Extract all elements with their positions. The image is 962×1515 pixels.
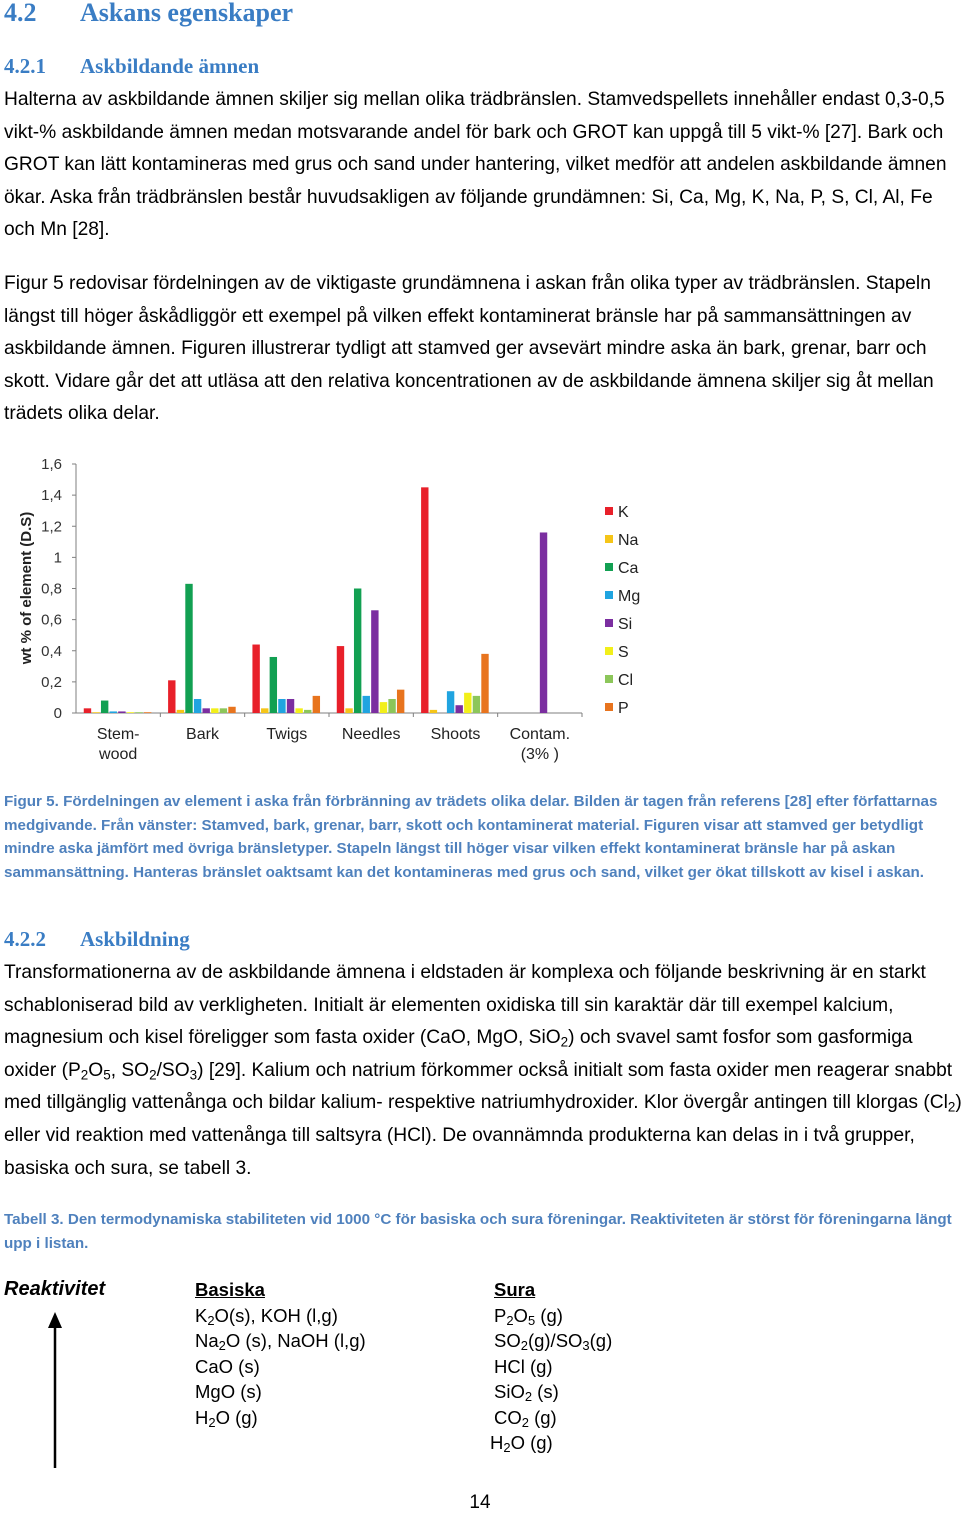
bar-s [380,702,387,713]
bar-k [421,487,428,713]
y-tick-label: 0,4 [41,642,62,660]
legend-swatch [605,703,613,711]
legend-label: P [618,700,629,717]
page-number: 14 [469,1492,491,1513]
bar-na [430,710,437,713]
subsection-number-1: 4.2.1 [4,54,46,78]
x-category-label: Stem- [96,726,140,743]
legend-label: Na [618,532,639,549]
acid-column [490,1277,613,1456]
legend-label: Mg [618,588,641,605]
bar-na [261,708,268,713]
bar-s [127,712,134,713]
basic-row: $K_2O(s)$, KOH (l,g) [195,1304,338,1328]
reactivity-arrow-icon [40,1310,70,1470]
bar-k [252,645,259,713]
bar-na [177,710,184,713]
basic-column [195,1277,366,1430]
paragraph-1: Halterna av askbildande ämnen skiljer sig mellan olika trädbränslen. Stamvedspellets innehåller endast 0,3-0,5 vikt-% askbildande ämnen medan motsvarande andel för bark och GROT kan uppgå till 5 vikt-% [27]. Bark och GROT kan lätt kontamineras med grus och sand under hantering, vilket medför att andelen askbildande ämnen ökar. Aska från trädbränslen består huvudsakligen av följande grundämnen: Si, Ca, Mg, K, Na, P, S, Cl, Al, Fe och Mn [28]. [4,89,947,241]
x-category-label: Needles [341,726,401,743]
bar-ca [354,589,361,714]
acid-header: Sura [494,1279,536,1300]
x-category-label: Contam. [509,726,571,743]
x-category-label: (3% ) [520,746,559,763]
paragraph-2: Figur 5 redovisar fördelningen av de viktigaste grundämnena i askan från olika typer av trädbränslen. Stapeln längst till höger åskådliggör ett exempel på vilken effekt kontaminerat bränsle har på sammansättningen av askbildande ämnen. Figuren illustrerar tydligt att stamved ger avsevärt mindre aska än bark, grenar, barr och skott. Vidare går det att utläsa att den relativa koncentrationen av de askbildande ämnena skiljer sig åt mellan trädets olika delar. [4,273,934,425]
x-category-label: Bark [186,726,219,743]
acid-row: $CO_2$ (g) [494,1406,557,1430]
legend-label: Ca [618,560,639,577]
subsection-heading-2 [4,927,190,952]
bar-cl [388,699,395,713]
x-category-label: Twigs [266,726,308,743]
section-heading [4,0,293,28]
bar-si [203,708,210,713]
bar-p [144,712,151,713]
bar-k [337,646,344,713]
bar-mg [363,696,370,713]
basic-row: MgO (s) [195,1381,262,1402]
paragraph-3: Transformationerna av de askbildande ämnena i eldstaden är komplexa och följande beskrivning är en starkt schabloniserad bild av verkligheten. Initialt är elementen oxidiska till sin karaktär där till exempel kalcium, magnesium och kisel föreligger som fasta oxider (CaO, MgO, SiO$_2$) och svavel samt fosfor som gasformiga oxider ($P_2O_5$, $SO_2/SO_3$) [29]. Kalium och natrium förkommer också initialt som fasta oxider men reagerar snabbt med tillgänglig vattenånga och bildar kalium- respektive natriumhydroxider. Klor övergår antingen till klorgas $(Cl_2)$ eller vid reaktion med vattenånga till saltsyra (HCl). De ovannämnda produkterna kan delas in i två grupper, basiska och sura, se tabell 3. [4,962,962,1179]
bar-mg [447,691,454,713]
legend-swatch [605,591,613,599]
section-number: 4.2 [4,0,37,27]
legend-swatch [605,619,613,627]
legend-label: Cl [618,672,634,689]
y-tick-label: 1,2 [41,518,62,536]
bar-ca [270,657,277,713]
bar-p [481,654,488,713]
bar-si [371,610,378,713]
element-distribution-chart [0,450,960,780]
y-tick-label: 1,4 [41,487,62,505]
bar-cl [304,710,311,713]
bar-k [84,708,91,713]
y-tick-label: 0,6 [41,611,62,629]
acid-row: $P_2O_5$ (g) [494,1304,563,1328]
bar-k [168,680,175,713]
basic-row: $Na_2O$ (s), NaOH (l,g) [195,1330,366,1354]
acid-row: $SO_2(g)/SO_3(g)$ [494,1330,613,1354]
bar-si [118,711,125,713]
bar-si [287,699,294,713]
basic-row: $H_2O$ (g) [195,1406,258,1430]
bar-s [211,708,218,713]
y-tick-label: 0 [53,705,62,722]
acid-row: HCl (g) [494,1355,553,1377]
y-tick-label: 1 [53,549,62,567]
bar-p [313,696,320,713]
acid-row: $H_2O$ (g) [490,1432,553,1456]
section-title: Askans egenskaper [80,0,294,27]
x-category-label: wood [99,746,138,763]
legend-swatch [605,535,613,543]
figure-caption: Figur 5. Fördelningen av element i aska från förbränning av trädets olika delar. Bilden är tagen från referens [28] efter författarnas medgivande. Från vänster: Stamved, bark, grenar, barr, skott och kontaminerat material. Figuren visar att stamved ger betydligt mindre aska jämfört med övriga bränsletyper. Stapeln längst till höger visar vilken effekt kontaminerat bränsle har på askan sammansättning. Hanteras bränslet oaktsamt kan det kontamineras med grus och sand, vilket ger ökat tillskott av kisel i askan. [4,793,938,881]
bar-mg [110,711,117,713]
subsection-title-1: Askbildande ämnen [80,54,260,78]
bar-cl [473,696,480,713]
legend-swatch [605,647,613,655]
legend-label: Si [618,616,633,633]
bar-si [456,705,463,713]
bar-p [397,690,404,713]
bar-p [228,707,235,713]
reactivity-column [4,1277,105,1303]
bar-s [464,693,471,713]
bar-na [92,712,99,713]
bar-ca [185,584,192,713]
y-tick-label: 0,2 [41,673,62,691]
legend-label: K [618,504,629,521]
legend-swatch [605,563,613,571]
legend-swatch [605,675,613,683]
bar-cl [135,712,142,713]
table-caption: Tabell 3. Den termodynamiska stabiliteten vid 1000 °C för basiska och sura föreningar. Reaktiviteten är störst för föreningarna längt upp i listan. [4,1211,952,1252]
bar-mg [194,699,201,713]
bar-cl [220,708,227,713]
bar-na [345,708,352,713]
basic-header: Basiska [195,1279,265,1300]
subsection-heading-1 [4,54,259,79]
bar-s [295,708,302,713]
bar-si [540,532,547,713]
basic-row: CaO (s) [195,1355,260,1377]
legend-label: S [618,644,629,661]
subsection-number-2: 4.2.2 [4,927,46,951]
reactivity-label: Reaktivitet [4,1278,106,1300]
legend-swatch [605,507,613,515]
y-tick-label: 0,8 [41,580,62,598]
y-tick-label: 1,6 [41,456,62,473]
y-axis-label: wt % of element (D.S) [18,511,35,665]
bar-mg [278,699,285,713]
subsection-title-2: Askbildning [80,927,190,951]
acid-row: SiO$_2$ (s) [494,1381,559,1405]
bar-ca [101,701,108,713]
x-category-label: Shoots [430,726,481,743]
